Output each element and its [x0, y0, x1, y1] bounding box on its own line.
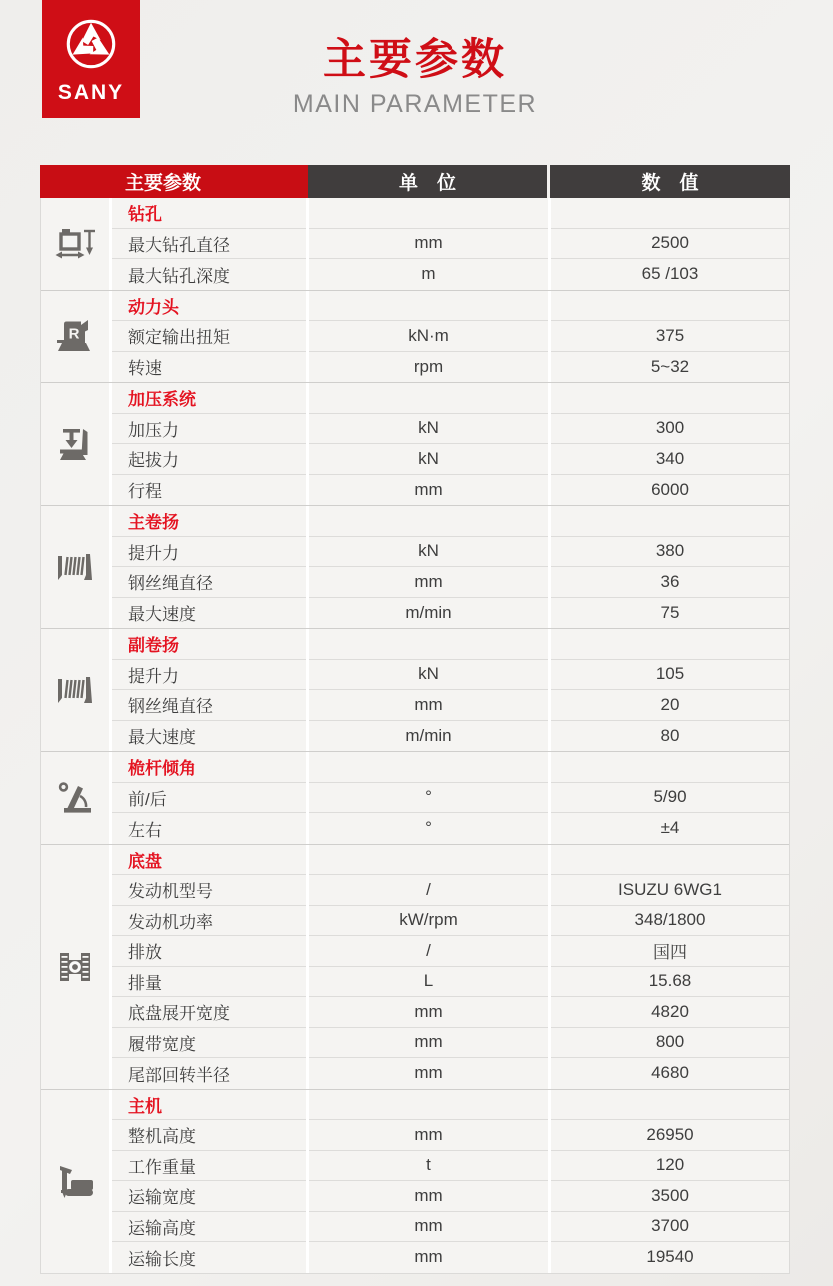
param-unit-cell: mm: [309, 997, 548, 1028]
table-row: [112, 1120, 789, 1151]
param-name-cell: 整机高度: [112, 1120, 306, 1151]
table-row: [112, 1058, 789, 1089]
param-name-cell: 行程: [112, 475, 306, 506]
param-value-cell: 5~32: [551, 352, 789, 383]
param-value-cell: 80: [551, 721, 789, 752]
table-row: [112, 721, 789, 752]
param-name-cell: 前/后: [112, 783, 306, 814]
table-row: [112, 690, 789, 721]
unit-cell-empty: [309, 198, 548, 229]
unit-cell-empty: [309, 291, 548, 322]
param-unit-cell: mm: [309, 1181, 548, 1212]
section-title: 动力头: [112, 291, 306, 322]
param-name-cell: 起拔力: [112, 444, 306, 475]
page-subtitle: MAIN PARAMETER: [292, 90, 538, 119]
table-body: [40, 198, 790, 1274]
table-header-row: [40, 165, 790, 198]
param-unit-cell: m/min: [309, 721, 548, 752]
param-name-cell: 发动机型号: [112, 875, 306, 906]
param-name-cell: 最大钻孔直径: [112, 229, 306, 260]
param-unit-cell: kN: [309, 414, 548, 445]
table-row: [112, 537, 789, 568]
svg-text:R: R: [68, 325, 80, 343]
section-title: 主机: [112, 1090, 306, 1121]
table-row: [112, 967, 789, 998]
table-row: [112, 259, 789, 290]
param-name-cell: 左右: [112, 813, 306, 844]
param-unit-cell: kN·m: [309, 321, 548, 352]
param-value-cell: 36: [551, 567, 789, 598]
param-name-cell: 钢丝绳直径: [112, 690, 306, 721]
table-row: [112, 1242, 789, 1273]
table-section-4: [41, 505, 789, 628]
param-value-cell: 3700: [551, 1212, 789, 1243]
rotary-head-icon: [41, 291, 109, 383]
section-rows: [112, 845, 789, 1089]
table-header-param: 主要参数: [40, 165, 308, 198]
param-unit-cell: mm: [309, 1212, 548, 1243]
table-row: [112, 229, 789, 260]
param-value-cell: 375: [551, 321, 789, 352]
section-title: 副卷扬: [112, 629, 306, 660]
param-value-cell: 26950: [551, 1120, 789, 1151]
param-unit-cell: mm: [309, 567, 548, 598]
table-row: [112, 321, 789, 352]
value-cell-empty: [551, 1090, 789, 1121]
param-value-cell: 6000: [551, 475, 789, 506]
table-section-7: [41, 844, 789, 1089]
param-unit-cell: m: [309, 259, 548, 290]
section-title: 底盘: [112, 845, 306, 876]
param-unit-cell: mm: [309, 690, 548, 721]
param-value-cell: 3500: [551, 1181, 789, 1212]
param-name-cell: 提升力: [112, 537, 306, 568]
table-row: [112, 1151, 789, 1182]
param-value-cell: 120: [551, 1151, 789, 1182]
param-unit-cell: mm: [309, 1028, 548, 1059]
unit-cell-empty: [309, 629, 548, 660]
table-row: [112, 352, 789, 383]
table-row: [112, 875, 789, 906]
chassis-icon: [41, 845, 109, 1089]
param-name-cell: 钢丝绳直径: [112, 567, 306, 598]
table-row: [112, 813, 789, 844]
table-section-1: [41, 198, 789, 290]
table-section-5: [41, 628, 789, 751]
table-header-unit: 单 位: [308, 165, 547, 198]
param-name-cell: 尾部回转半径: [112, 1058, 306, 1089]
page-header: [40, 38, 790, 119]
main-parameter-table: [40, 165, 790, 1274]
table-row: [112, 936, 789, 967]
param-value-cell: 800: [551, 1028, 789, 1059]
unit-cell-empty: [309, 383, 548, 414]
param-name-cell: 加压力: [112, 414, 306, 445]
param-value-cell: 5/90: [551, 783, 789, 814]
param-value-cell: 20: [551, 690, 789, 721]
section-header-row: [112, 198, 789, 229]
section-rows: [112, 752, 789, 844]
param-name-cell: 底盘展开宽度: [112, 997, 306, 1028]
section-rows: [112, 291, 789, 383]
mast-angle-icon: [41, 752, 109, 844]
table-row: [112, 475, 789, 506]
param-unit-cell: mm: [309, 1242, 548, 1273]
param-unit-cell: kN: [309, 537, 548, 568]
table-section-8: [41, 1089, 789, 1273]
param-name-cell: 履带宽度: [112, 1028, 306, 1059]
value-cell-empty: [551, 198, 789, 229]
param-unit-cell: mm: [309, 1120, 548, 1151]
param-name-cell: 运输高度: [112, 1212, 306, 1243]
table-row: [112, 598, 789, 629]
table-row: [112, 1181, 789, 1212]
value-cell-empty: [551, 845, 789, 876]
param-unit-cell: m/min: [309, 598, 548, 629]
unit-cell-empty: [309, 1090, 548, 1121]
param-unit-cell: °: [309, 813, 548, 844]
param-value-cell: 300: [551, 414, 789, 445]
param-name-cell: 运输宽度: [112, 1181, 306, 1212]
param-value-cell: 105: [551, 660, 789, 691]
param-name-cell: 最大速度: [112, 721, 306, 752]
param-name-cell: 发动机功率: [112, 906, 306, 937]
param-name-cell: 运输长度: [112, 1242, 306, 1273]
section-header-row: [112, 506, 789, 537]
param-value-cell: 340: [551, 444, 789, 475]
param-unit-cell: °: [309, 783, 548, 814]
param-name-cell: 排放: [112, 936, 306, 967]
section-rows: [112, 383, 789, 505]
main-winch-icon: [41, 506, 109, 628]
section-title: 钻孔: [112, 198, 306, 229]
table-header-value: 数 值: [550, 165, 790, 198]
unit-cell-empty: [309, 845, 548, 876]
param-name-cell: 额定输出扭矩: [112, 321, 306, 352]
param-unit-cell: t: [309, 1151, 548, 1182]
section-rows: [112, 629, 789, 751]
section-header-row: [112, 752, 789, 783]
aux-winch-icon: [41, 629, 109, 751]
param-unit-cell: mm: [309, 229, 548, 260]
param-name-cell: 排量: [112, 967, 306, 998]
param-value-cell: 380: [551, 537, 789, 568]
param-unit-cell: /: [309, 875, 548, 906]
value-cell-empty: [551, 629, 789, 660]
drill-hole-icon: [41, 198, 109, 290]
table-row: [112, 567, 789, 598]
section-header-row: [112, 291, 789, 322]
param-value-cell: 4680: [551, 1058, 789, 1089]
table-row: [112, 444, 789, 475]
table-row: [112, 1028, 789, 1059]
param-unit-cell: mm: [309, 1058, 548, 1089]
table-row: [112, 414, 789, 445]
section-title: 加压系统: [112, 383, 306, 414]
section-rows: [112, 198, 789, 290]
param-name-cell: 转速: [112, 352, 306, 383]
param-name-cell: 工作重量: [112, 1151, 306, 1182]
table-row: [112, 997, 789, 1028]
crowd-system-icon: [41, 383, 109, 505]
param-value-cell: 15.68: [551, 967, 789, 998]
table-section-6: [41, 751, 789, 844]
value-cell-empty: [551, 506, 789, 537]
param-value-cell: 65 /103: [551, 259, 789, 290]
value-cell-empty: [551, 383, 789, 414]
unit-cell-empty: [309, 752, 548, 783]
param-name-cell: 最大速度: [112, 598, 306, 629]
value-cell-empty: [551, 291, 789, 322]
param-name-cell: 提升力: [112, 660, 306, 691]
section-header-row: [112, 629, 789, 660]
table-row: [112, 783, 789, 814]
param-value-cell: 75: [551, 598, 789, 629]
param-value-cell: 2500: [551, 229, 789, 260]
rig-icon: [41, 1090, 109, 1273]
param-unit-cell: kN: [309, 660, 548, 691]
value-cell-empty: [551, 752, 789, 783]
page-title: 主要参数: [323, 36, 507, 84]
section-header-row: [112, 1090, 789, 1121]
section-rows: [112, 1090, 789, 1273]
param-unit-cell: /: [309, 936, 548, 967]
table-row: [112, 660, 789, 691]
param-value-cell: 4820: [551, 997, 789, 1028]
param-unit-cell: rpm: [309, 352, 548, 383]
table-row: [112, 906, 789, 937]
unit-cell-empty: [309, 506, 548, 537]
param-unit-cell: L: [309, 967, 548, 998]
param-value-cell: ±4: [551, 813, 789, 844]
sany-brand-text: SANY: [57, 81, 125, 104]
table-row: [112, 1212, 789, 1243]
param-unit-cell: kN: [309, 444, 548, 475]
param-value-cell: ISUZU 6WG1: [551, 875, 789, 906]
param-value-cell: 国四: [551, 936, 789, 967]
section-rows: [112, 506, 789, 628]
table-section-2: [41, 290, 789, 383]
param-name-cell: 最大钻孔深度: [112, 259, 306, 290]
section-header-row: [112, 845, 789, 876]
param-unit-cell: mm: [309, 475, 548, 506]
table-section-3: [41, 382, 789, 505]
section-header-row: [112, 383, 789, 414]
param-value-cell: 19540: [551, 1242, 789, 1273]
section-title: 桅杆倾角: [112, 752, 306, 783]
param-value-cell: 348/1800: [551, 906, 789, 937]
section-title: 主卷扬: [112, 506, 306, 537]
param-unit-cell: kW/rpm: [309, 906, 548, 937]
